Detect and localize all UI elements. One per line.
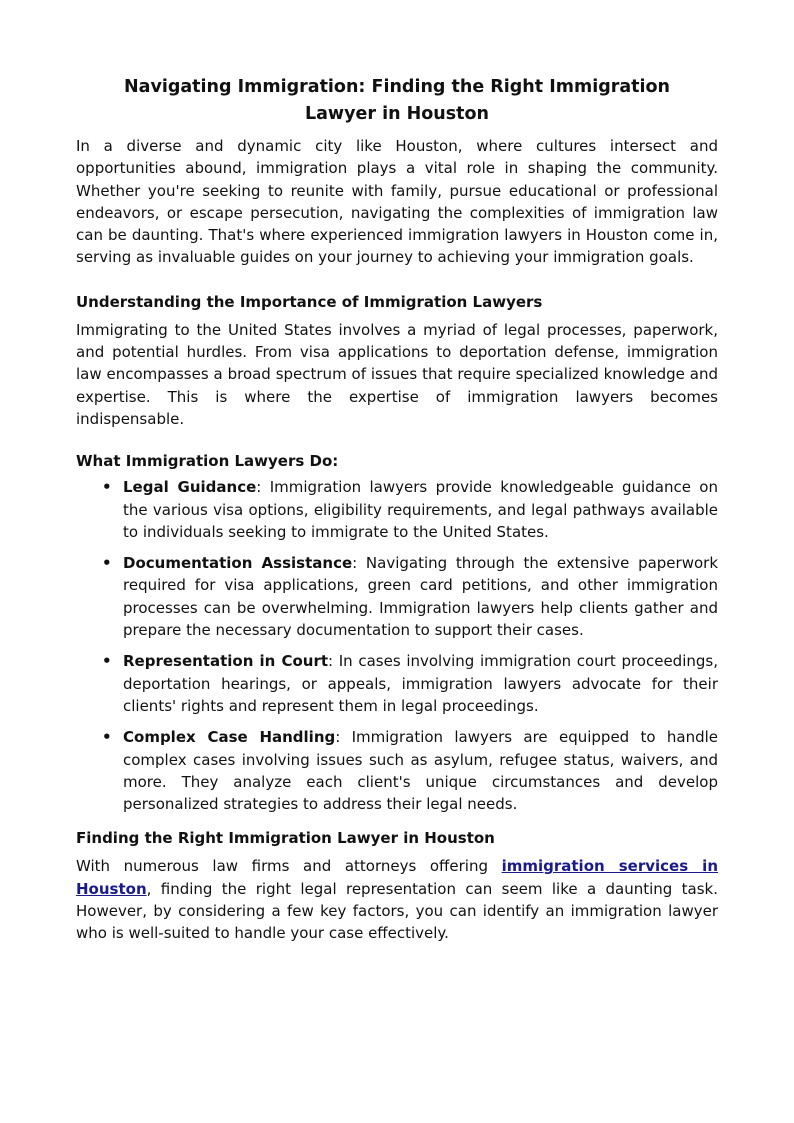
page-title: Navigating Immigration: Finding the Right Immigration Lawyer in Houston xyxy=(123,77,671,124)
section-heading-what-lawyers-do: What Immigration Lawyers Do: xyxy=(76,452,339,471)
list-item-text: : In cases involving immigration court proceedings, deportation hearings, or appeals, immigration lawyers advocate for their clients' rights and represent them in legal proceedings. xyxy=(123,652,718,715)
intro-paragraph: In a diverse and dynamic city like Houston, where cultures intersect and opportunities abound, immigration plays a vital role in shaping the community. Whether you're seeking to reunite with family, pursue educational or professional endeavors, or escape persecution, navigating the complexities of immigration law can be daunting. That's where experienced immigration lawyers in Houston come in, serving as invaluable guides on your journey to achieving your immigration goals. xyxy=(76,137,718,267)
list-item xyxy=(76,726,718,815)
list-item-text: : Immigration lawyers provide knowledgeable guidance on the various visa options, eligibility requirements, and legal pathways available to individuals seeking to immigrate to the United States. xyxy=(123,478,718,541)
list-item-term: Legal Guidance xyxy=(123,478,257,497)
finding-text-before: With numerous law firms and attorneys offering xyxy=(76,857,502,876)
bullet-icon: • xyxy=(102,652,112,671)
importance-paragraph: Immigrating to the United States involves a myriad of legal processes, paperwork, and potential hurdles. From visa applications to deportation defense, immigration law encompasses a broad spectrum of issues that require specialized knowledge and expertise. This is where the expertise of immigration lawyers becomes indispensable. xyxy=(76,320,718,428)
finding-paragraph xyxy=(76,855,718,944)
list-item-text: : Navigating through the extensive paperwork required for visa applications, green card petitions, and other immigration processes can be overwhelming. Immigration lawyers help clients gather and prepare the necessary documentation to support their cases. xyxy=(123,554,718,640)
immigration-services-link[interactable]: immigration services in Houston xyxy=(76,857,718,898)
finding-text-after: , finding the right legal representation can seem like a daunting task. However, by considering a few key factors, you can identify an immigration lawyer who is well-suited to handle your case effectively. xyxy=(76,879,718,943)
list-item xyxy=(76,552,718,641)
document-page xyxy=(76,74,718,945)
list-item-term: Representation in Court xyxy=(123,652,329,671)
section-heading-finding: Finding the Right Immigration Lawyer in Houston xyxy=(76,829,495,848)
bullet-icon: • xyxy=(102,728,112,747)
bullet-icon: • xyxy=(102,478,112,497)
list-item-text: : Immigration lawyers are equipped to handle complex cases involving issues such as asylum, refugee status, waivers, and more. They analyze each client's unique circumstances and develop personalized strategies to address their legal needs. xyxy=(123,728,719,814)
section-heading-importance: Understanding the Importance of Immigration Lawyers xyxy=(76,292,543,311)
list-item xyxy=(76,650,718,717)
bullet-icon: • xyxy=(102,554,112,573)
list-item xyxy=(76,476,718,543)
services-list xyxy=(76,476,718,815)
list-item-term: Complex Case Handling xyxy=(123,728,336,747)
list-item-term: Documentation Assistance xyxy=(123,554,353,573)
